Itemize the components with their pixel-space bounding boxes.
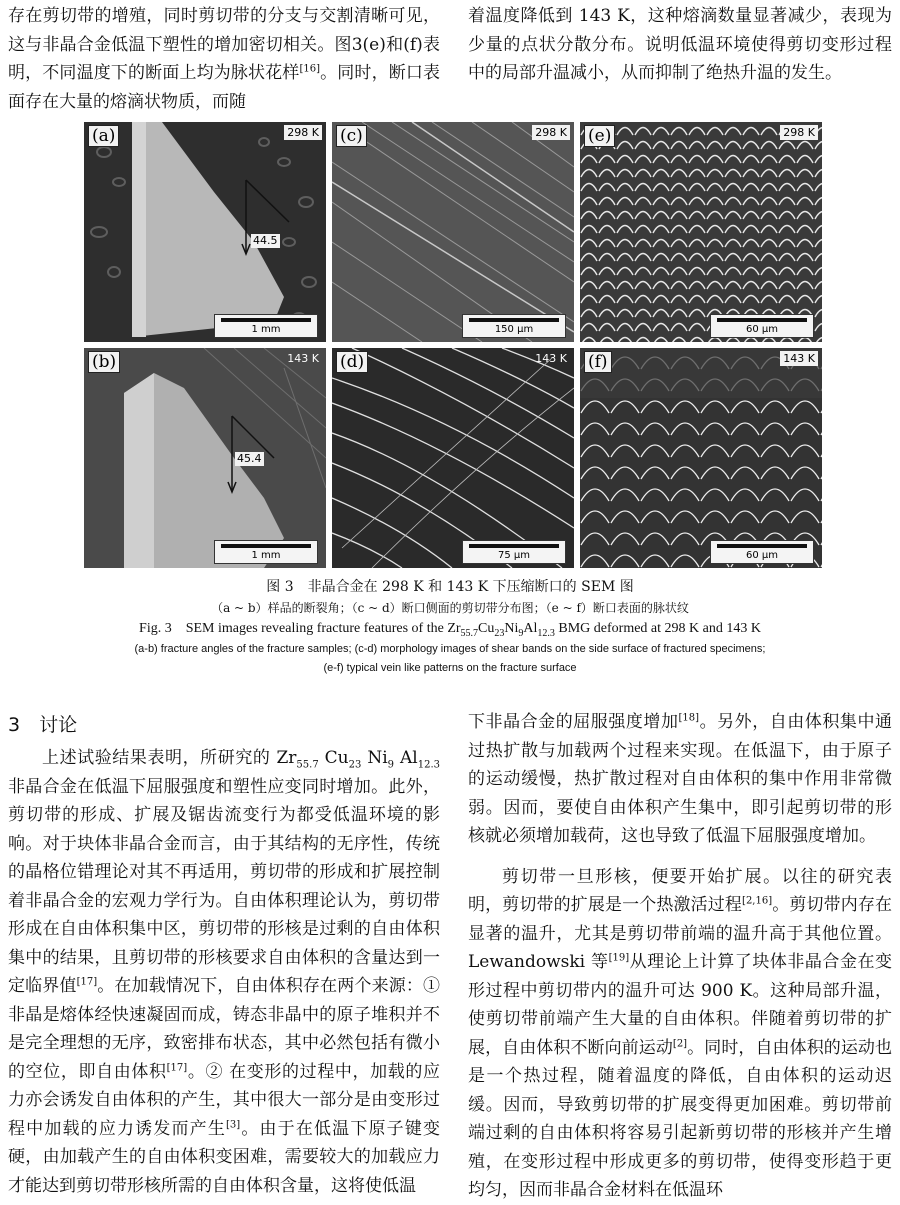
temperature-label: 143 K [780,351,818,366]
panel-label: (b) [88,351,120,373]
panel-f [580,348,822,568]
scale-bar: 1 mm [214,314,318,338]
body-column-bottom-right [468,708,892,1205]
citation-ref: [3] [226,1118,241,1130]
citation-ref: [2,16] [742,895,773,907]
citation-ref: [19] [608,952,630,964]
caption-subtitle-en-2: (e-f) typical vein like patterns on the fracture surface [323,662,577,674]
paragraph: 下非晶合金的屈服强度增加[18]。另外，自由体积集中通过热扩散与加载两个过程来实现。在低温下，由于原子的运动缓慢，热扩散过程对自由体积的集中作用非常微弱。因而，要使自由体积产生集中，即引起剪切带的形核就必须增加载荷，这也导致了低温下屈服强度增加。 [468,712,893,846]
body-column-top-right [468,2,892,88]
citation-ref: [16] [299,63,320,75]
scale-bar: 1 mm [214,540,318,564]
panel-c [332,122,574,342]
citation-ref: [17] [166,1061,188,1073]
temperature-label: 143 K [535,352,567,365]
scale-bar: 60 μm [710,540,814,564]
citation-ref: [2] [672,1037,688,1049]
paragraph-continued-left [8,2,440,116]
temperature-label: 143 K [287,352,319,365]
temperature-label: 298 K [532,125,570,140]
caption-title-zh: 图 3 非晶合金在 298 K 和 143 K 下压缩断口的 SEM 图 [266,579,634,595]
panel-a [84,122,326,342]
body-column-top-left [8,2,440,116]
panel-label: (e) [584,125,615,147]
panel-label: (c) [336,125,367,147]
citation-ref: [17] [76,976,98,988]
panel-e [580,122,822,342]
paragraph: 剪切带一旦形核，便要开始扩展。以往的研究表明，剪切带的扩展是一个热激活过程[2,16]。剪切带内存在显著的温升，尤其是剪切带前端的温升高于其他位置。Lewandowski 等[19]从理论上计算了块体非晶合金在变形过程中剪切带内的温升可达 900 K。这种局部升温，使剪切带前端产生大量的自由体积。伴随着剪切带的扩展，自由体积不断向前运动[2]。同时，自由体积的运动也是一个热过程，随着温度的降低，自由体积的运动迟缓。因而，导致剪切带的扩展变得更加困难。剪切带前端过剩的自由体积将容易引起新剪切带的形核并产生增殖，在变形过程中形成更多的剪切带，使得变形趋于更均匀，因而非晶合金材料在低温环 [468,866,893,1200]
scale-bar: 150 μm [462,314,566,338]
section-heading: 3 讨论 [8,714,78,736]
caption-title-en: Fig. 3 SEM images revealing fracture features of the $Zr_{55.7}Cu_{23}Ni_9Al_{12.3}$ BMG deformed at 298 K and 143 K [139,621,761,639]
caption-subtitle-en-1: (a-b) fracture angles of the fracture samples; (c-d) morphology images of shear bands on the side surface of fractured specimens; [134,643,766,655]
panel-d [332,348,574,568]
scale-bar: 60 μm [710,314,814,338]
panel-label: (d) [336,351,368,373]
panel-label: (f) [584,351,612,373]
paragraph: 上述试验结果表明，所研究的 $Zr_{55.7}$ $Cu_{23}$ $Ni_9$ $Al_{12.3}$ 非晶合金在低温下屈服强度和塑性应变同时增加。此外，剪切带的形成、扩展及锯齿流变行为都受低温环境的影响。对于块体非晶合金而言，由于其结构的无序性，传统的晶格位错理论对其不再适用，剪切带的形成和扩展控制着非晶合金的宏观力学行为。自由体积理论认为，剪切带形成在自由体积集中区，剪切带的形核是过剩的自由体积集中的结果，且剪切带的形核要求自由体积的含量达到一定临界值[17]。在加载情况下，自由体积存在两个来源：① 非晶是熔体经快速凝固而成，铸态非晶中的原子堆积并不是完全理想的无序，致密排布状态，其中必然包括有微小的空位，即自由体积[17]。② 在变形的过程中，加载的应力亦会诱发自由体积的产生，其中很大一部分是由变形过程中加载的应力诱发而产生[3]。由于在低温下原子键变硬，由加载产生的自由体积变困难，需要较大的加载应力才能达到剪切带形核所需的自由体积含量，这将使低温 [8,748,441,1196]
text-run: 。同时，断口表面存在大量的熔滴状物质，而随 [8,63,441,112]
figure-caption [40,576,860,678]
scale-bar: 75 μm [462,540,566,564]
body-column-bottom-left [8,708,440,1200]
fracture-angle-label: 45.4 [237,452,262,465]
temperature-label: 298 K [780,125,818,140]
panel-b [84,348,326,568]
temperature-label: 298 K [284,125,322,140]
citation-ref: [18] [678,712,700,724]
paragraph-continued-right: 着温度降低到 143 K，这种熔滴数量显著减少，表现为少量的点状分散分布。说明低温环境使得剪切变形过程中的局部升温减小，从而抑制了绝热升温的发生。 [468,6,892,83]
text-run: 存在剪切带的增殖，同时剪切带的分支与交割清晰可见，这与非晶合金低温下塑性的增加密切相关。图3(e)和(f)表明，不同温度下的断面上均为脉状花样 [8,6,440,83]
panel-label: (a) [88,125,119,147]
sem-figure [84,122,824,568]
fracture-angle-label: 44.5 [253,234,278,247]
caption-subtitle-zh: （a ~ b）样品的断裂角；（c ~ d）断口侧面的剪切带分布图；（e ~ f）断口表面的脉状纹 [211,601,689,615]
